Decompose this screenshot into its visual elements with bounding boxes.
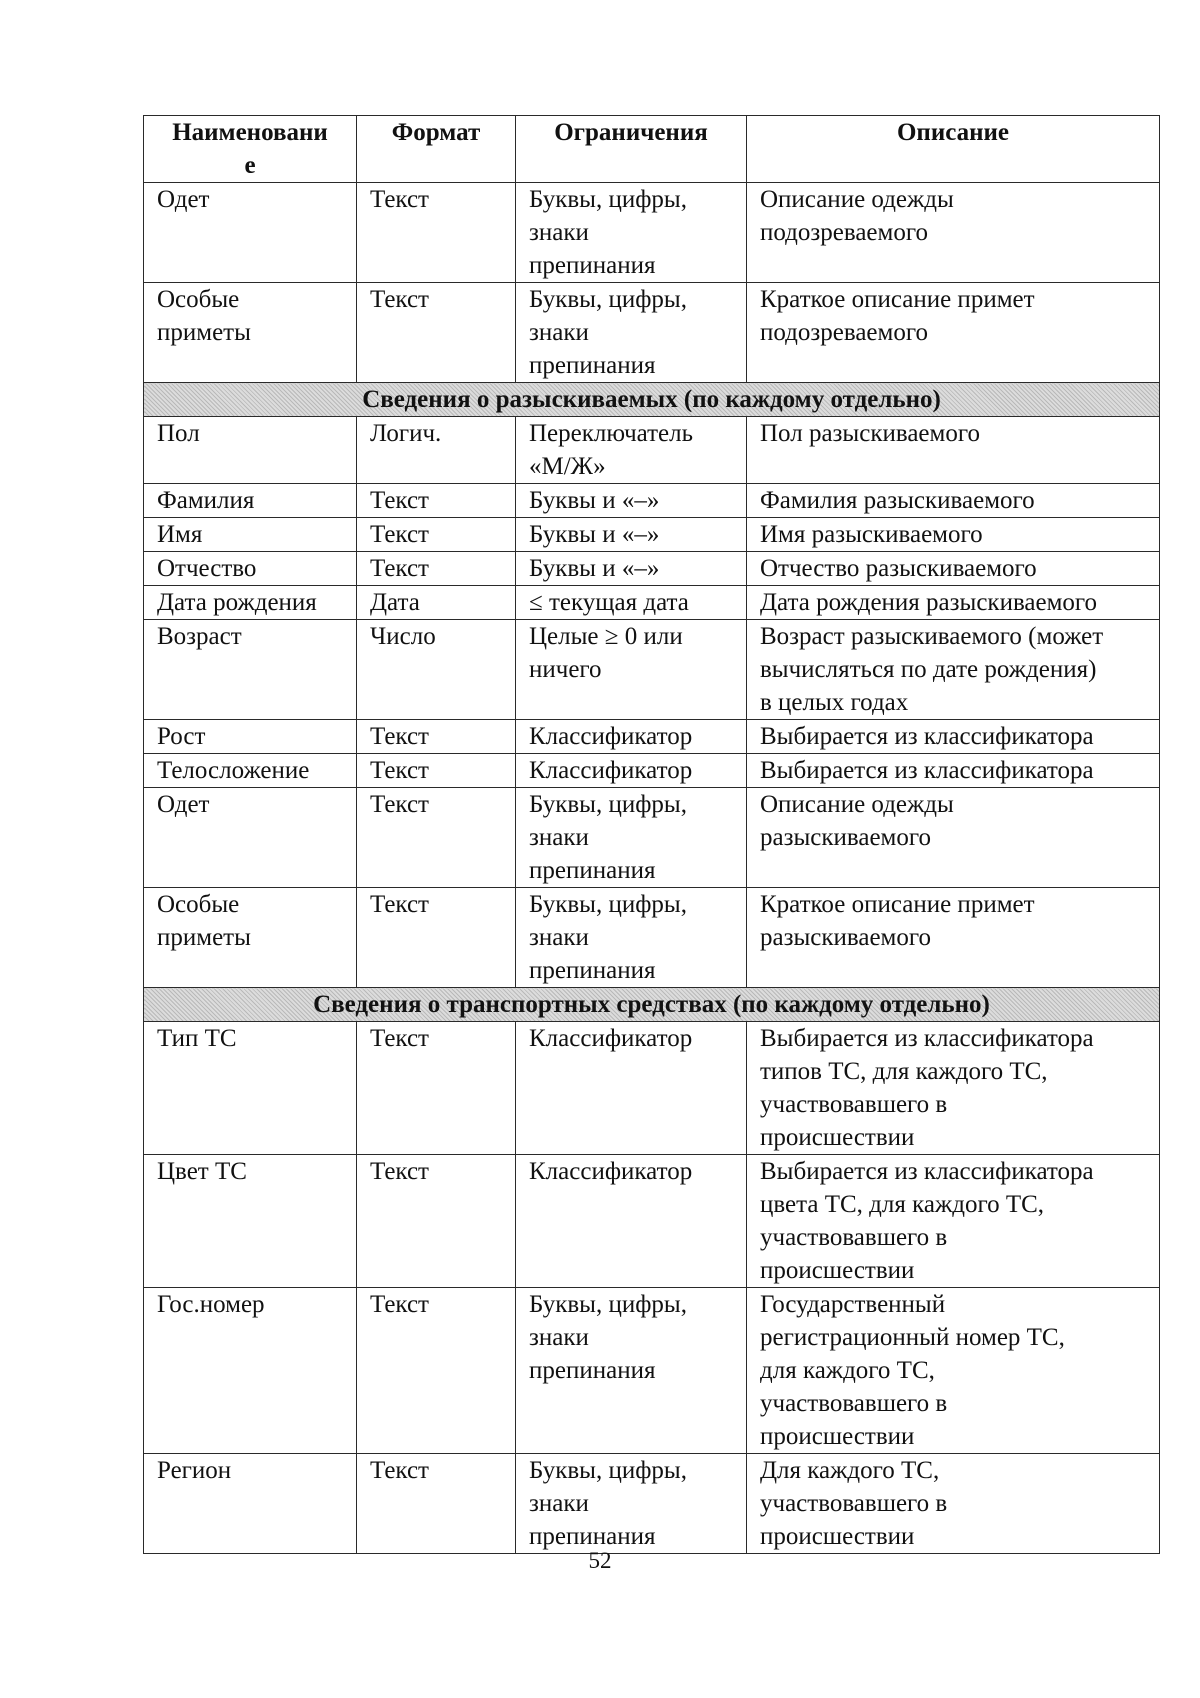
cell-name: Рост [144,720,357,754]
cell-format: Текст [357,754,516,788]
cell-constraints: Классификатор [516,1155,747,1288]
cell-name: Пол [144,417,357,484]
table-body [144,183,1160,1554]
cell-name: Имя [144,518,357,552]
cell-format: Текст [357,484,516,518]
cell-description: Описание одежды разыскиваемого [747,788,1160,888]
header-name: Наименовани е [144,116,357,183]
cell-name: Гос.номер [144,1288,357,1454]
table-header-row [144,116,1160,183]
section-header-row [144,383,1160,417]
cell-constraints: Буквы, цифры, знаки препинания [516,1288,747,1454]
cell-name: Тип ТС [144,1022,357,1155]
cell-format: Текст [357,788,516,888]
table-row [144,283,1160,383]
header-description: Описание [747,116,1160,183]
table-row [144,720,1160,754]
cell-format: Текст [357,183,516,283]
cell-name: Возраст [144,620,357,720]
cell-description: Выбирается из классификатора типов ТС, для каждого ТС, участвовавшего в происшествии [747,1022,1160,1155]
cell-description: Краткое описание примет подозреваемого [747,283,1160,383]
cell-description: Описание одежды подозреваемого [747,183,1160,283]
table-row [144,754,1160,788]
cell-name: Одет [144,183,357,283]
cell-format: Текст [357,720,516,754]
cell-format: Текст [357,518,516,552]
cell-constraints: Целые ≥ 0 или ничего [516,620,747,720]
table-row [144,1022,1160,1155]
cell-format: Текст [357,1022,516,1155]
cell-description: Фамилия разыскиваемого [747,484,1160,518]
cell-constraints: Буквы, цифры, знаки препинания [516,788,747,888]
cell-format: Текст [357,888,516,988]
section-title: Сведения о транспортных средствах (по каждому отдельно) [144,988,1160,1022]
table-row [144,586,1160,620]
table-row [144,1454,1160,1554]
cell-description: Выбирается из классификатора [747,754,1160,788]
header-constraints: Ограничения [516,116,747,183]
cell-format: Логич. [357,417,516,484]
cell-name: Особые приметы [144,888,357,988]
cell-format: Число [357,620,516,720]
cell-name: Цвет ТС [144,1155,357,1288]
table-row [144,552,1160,586]
cell-constraints: Буквы, цифры, знаки препинания [516,183,747,283]
cell-description: Краткое описание примет разыскиваемого [747,888,1160,988]
cell-constraints: Переключатель «М/Ж» [516,417,747,484]
cell-name: Телосложение [144,754,357,788]
field-spec-table [143,115,1160,1554]
cell-format: Текст [357,1454,516,1554]
table-row [144,518,1160,552]
cell-constraints: Буквы, цифры, знаки препинания [516,283,747,383]
cell-description: Выбирается из классификатора цвета ТС, для каждого ТС, участвовавшего в происшествии [747,1155,1160,1288]
cell-name: Одет [144,788,357,888]
cell-description: Государственный регистрационный номер ТС, для каждого ТС, участвовавшего в происшествии [747,1288,1160,1454]
cell-constraints: Буквы, цифры, знаки препинания [516,1454,747,1554]
cell-format: Текст [357,552,516,586]
cell-format: Дата [357,586,516,620]
cell-description: Для каждого ТС, участвовавшего в происшествии [747,1454,1160,1554]
cell-constraints: Буквы и «–» [516,484,747,518]
cell-description: Дата рождения разыскиваемого [747,586,1160,620]
header-format: Формат [357,116,516,183]
cell-name: Регион [144,1454,357,1554]
cell-format: Текст [357,1288,516,1454]
cell-constraints: Классификатор [516,1022,747,1155]
table-row [144,183,1160,283]
cell-format: Текст [357,1155,516,1288]
cell-name: Отчество [144,552,357,586]
table-row [144,484,1160,518]
cell-description: Пол разыскиваемого [747,417,1160,484]
cell-constraints: Буквы, цифры, знаки препинания [516,888,747,988]
cell-constraints: Буквы и «–» [516,518,747,552]
table-row [144,888,1160,988]
section-header-row [144,988,1160,1022]
cell-format: Текст [357,283,516,383]
page-number: 52 [588,1548,612,1573]
table-row [144,788,1160,888]
cell-constraints: Классификатор [516,754,747,788]
cell-name: Особые приметы [144,283,357,383]
section-title: Сведения о разыскиваемых (по каждому отдельно) [144,383,1160,417]
cell-name: Дата рождения [144,586,357,620]
cell-constraints: Классификатор [516,720,747,754]
table-row [144,1155,1160,1288]
cell-description: Возраст разыскиваемого (может вычисляться по дате рождения) в целых годах [747,620,1160,720]
cell-description: Отчество разыскиваемого [747,552,1160,586]
table-row [144,417,1160,484]
cell-constraints: ≤ текущая дата [516,586,747,620]
cell-constraints: Буквы и «–» [516,552,747,586]
cell-description: Имя разыскиваемого [747,518,1160,552]
cell-description: Выбирается из классификатора [747,720,1160,754]
table-row [144,620,1160,720]
cell-name: Фамилия [144,484,357,518]
table-row [144,1288,1160,1454]
